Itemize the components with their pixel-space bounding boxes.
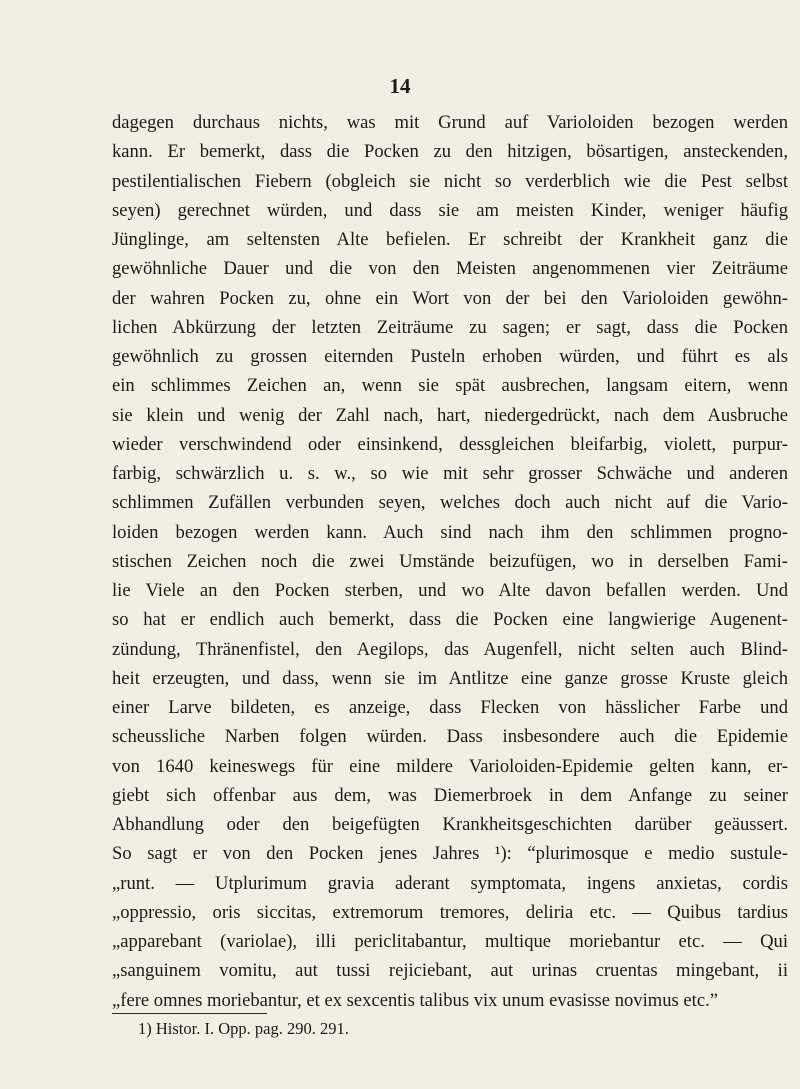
body-text [112,108,788,1015]
text-line: giebt sich offenbar aus dem, was Diemerbroek in dem Anfange zu seiner [112,784,788,806]
text-line: gewöhnlich zu grossen eiternden Pusteln erhoben würden, und führt es als [112,346,788,367]
text-line: Jünglinge, am seltensten Alte befielen. Er schreibt der Krankheit ganz die [112,229,788,250]
text-line: lie Viele an den Pocken sterben, und wo Alte davon befallen werden. Und [112,580,788,601]
text-line: Abhandlung oder den beigefügten Krankheitsgeschichten darüber geäussert. [112,814,788,835]
footnote-rule [112,1013,267,1014]
text-line: kann. Er bemerkt, dass die Pocken zu den hitzigen, bösartigen, ansteckenden, [112,141,788,163]
footnote: 1) Histor. I. Opp. pag. 290. 291. [138,1019,349,1038]
text-line: „oppressio, oris siccitas, extremorum tremores, deliria etc. — Quibus tardius [112,901,788,923]
text-line: von 1640 keineswegs für eine mildere Varioloiden-Epidemie gelten kann, er- [112,755,788,777]
text-line: stischen Zeichen noch die zwei Umstände beizufügen, wo in derselben Fami- [112,550,788,572]
text-line: heit erzeugten, und dass, wenn sie im Antlitze eine ganze grosse Kruste gleich [112,667,788,689]
text-line: schlimmen Zufällen verbunden seyen, welches doch auch nicht auf die Vario- [112,492,788,514]
text-line: einer Larve bildeten, es anzeige, dass Flecken von hässlicher Farbe und [112,697,788,718]
text-line: gewöhnliche Dauer und die von den Meisten angenommenen vier Zeiträume [112,258,788,280]
text-line: seyen) gerechnet würden, und dass sie am meisten Kinder, weniger häufig [112,199,788,221]
text-line: „apparebant (variolae), illi periclitabantur, multique moriebantur etc. — Qui [112,931,788,952]
text-line: sie klein und wenig der Zahl nach, hart, niedergedrückt, nach dem Ausbruche [112,404,788,426]
text-line: zündung, Thränenfistel, den Aegilops, das Augenfell, nicht selten auch Blind- [112,638,788,660]
text-line: So sagt er von den Pocken jenes Jahres ¹): “plurimosque e medio sustule- [112,843,788,865]
text-line: loiden bezogen werden kann. Auch sind nach ihm den schlimmen progno- [112,521,788,543]
text-line: lichen Abkürzung der letzten Zeiträume zu sagen; er sagt, dass die Pocken [112,316,788,338]
page-number: 14 [389,74,411,98]
text-line: „fere omnes moriebantur, et ex sexcentis talibus vix unum evasisse novimus etc.” [112,989,718,1011]
text-line: wieder verschwindend oder einsinkend, dessgleichen bleifarbig, violett, purpur- [112,433,788,455]
text-line: „sanguinem vomitu, aut tussi rejiciebant, aut urinas cruentas mingebant, ii [112,960,788,982]
text-line: pestilentialischen Fiebern (obgleich sie nicht so verderblich wie die Pest selbst [112,170,788,192]
text-line: „runt. — Utplurimum gravia aderant symptomata, ingens anxietas, cordis [112,872,788,894]
text-line: ein schlimmes Zeichen an, wenn sie spät ausbrechen, langsam eitern, wenn [112,375,788,397]
text-line: dagegen durchaus nichts, was mit Grund auf Varioloiden bezogen werden [112,112,788,133]
text-line: farbig, schwärzlich u. s. w., so wie mit sehr grosser Schwäche und anderen [112,463,788,484]
text-line: scheussliche Narben folgen würden. Dass insbesondere auch die Epidemie [112,726,788,748]
text-line: der wahren Pocken zu, ohne ein Wort von der bei den Varioloiden gewöhn- [112,287,788,309]
text-line: so hat er endlich auch bemerkt, dass die Pocken eine langwierige Augenent- [112,609,788,631]
